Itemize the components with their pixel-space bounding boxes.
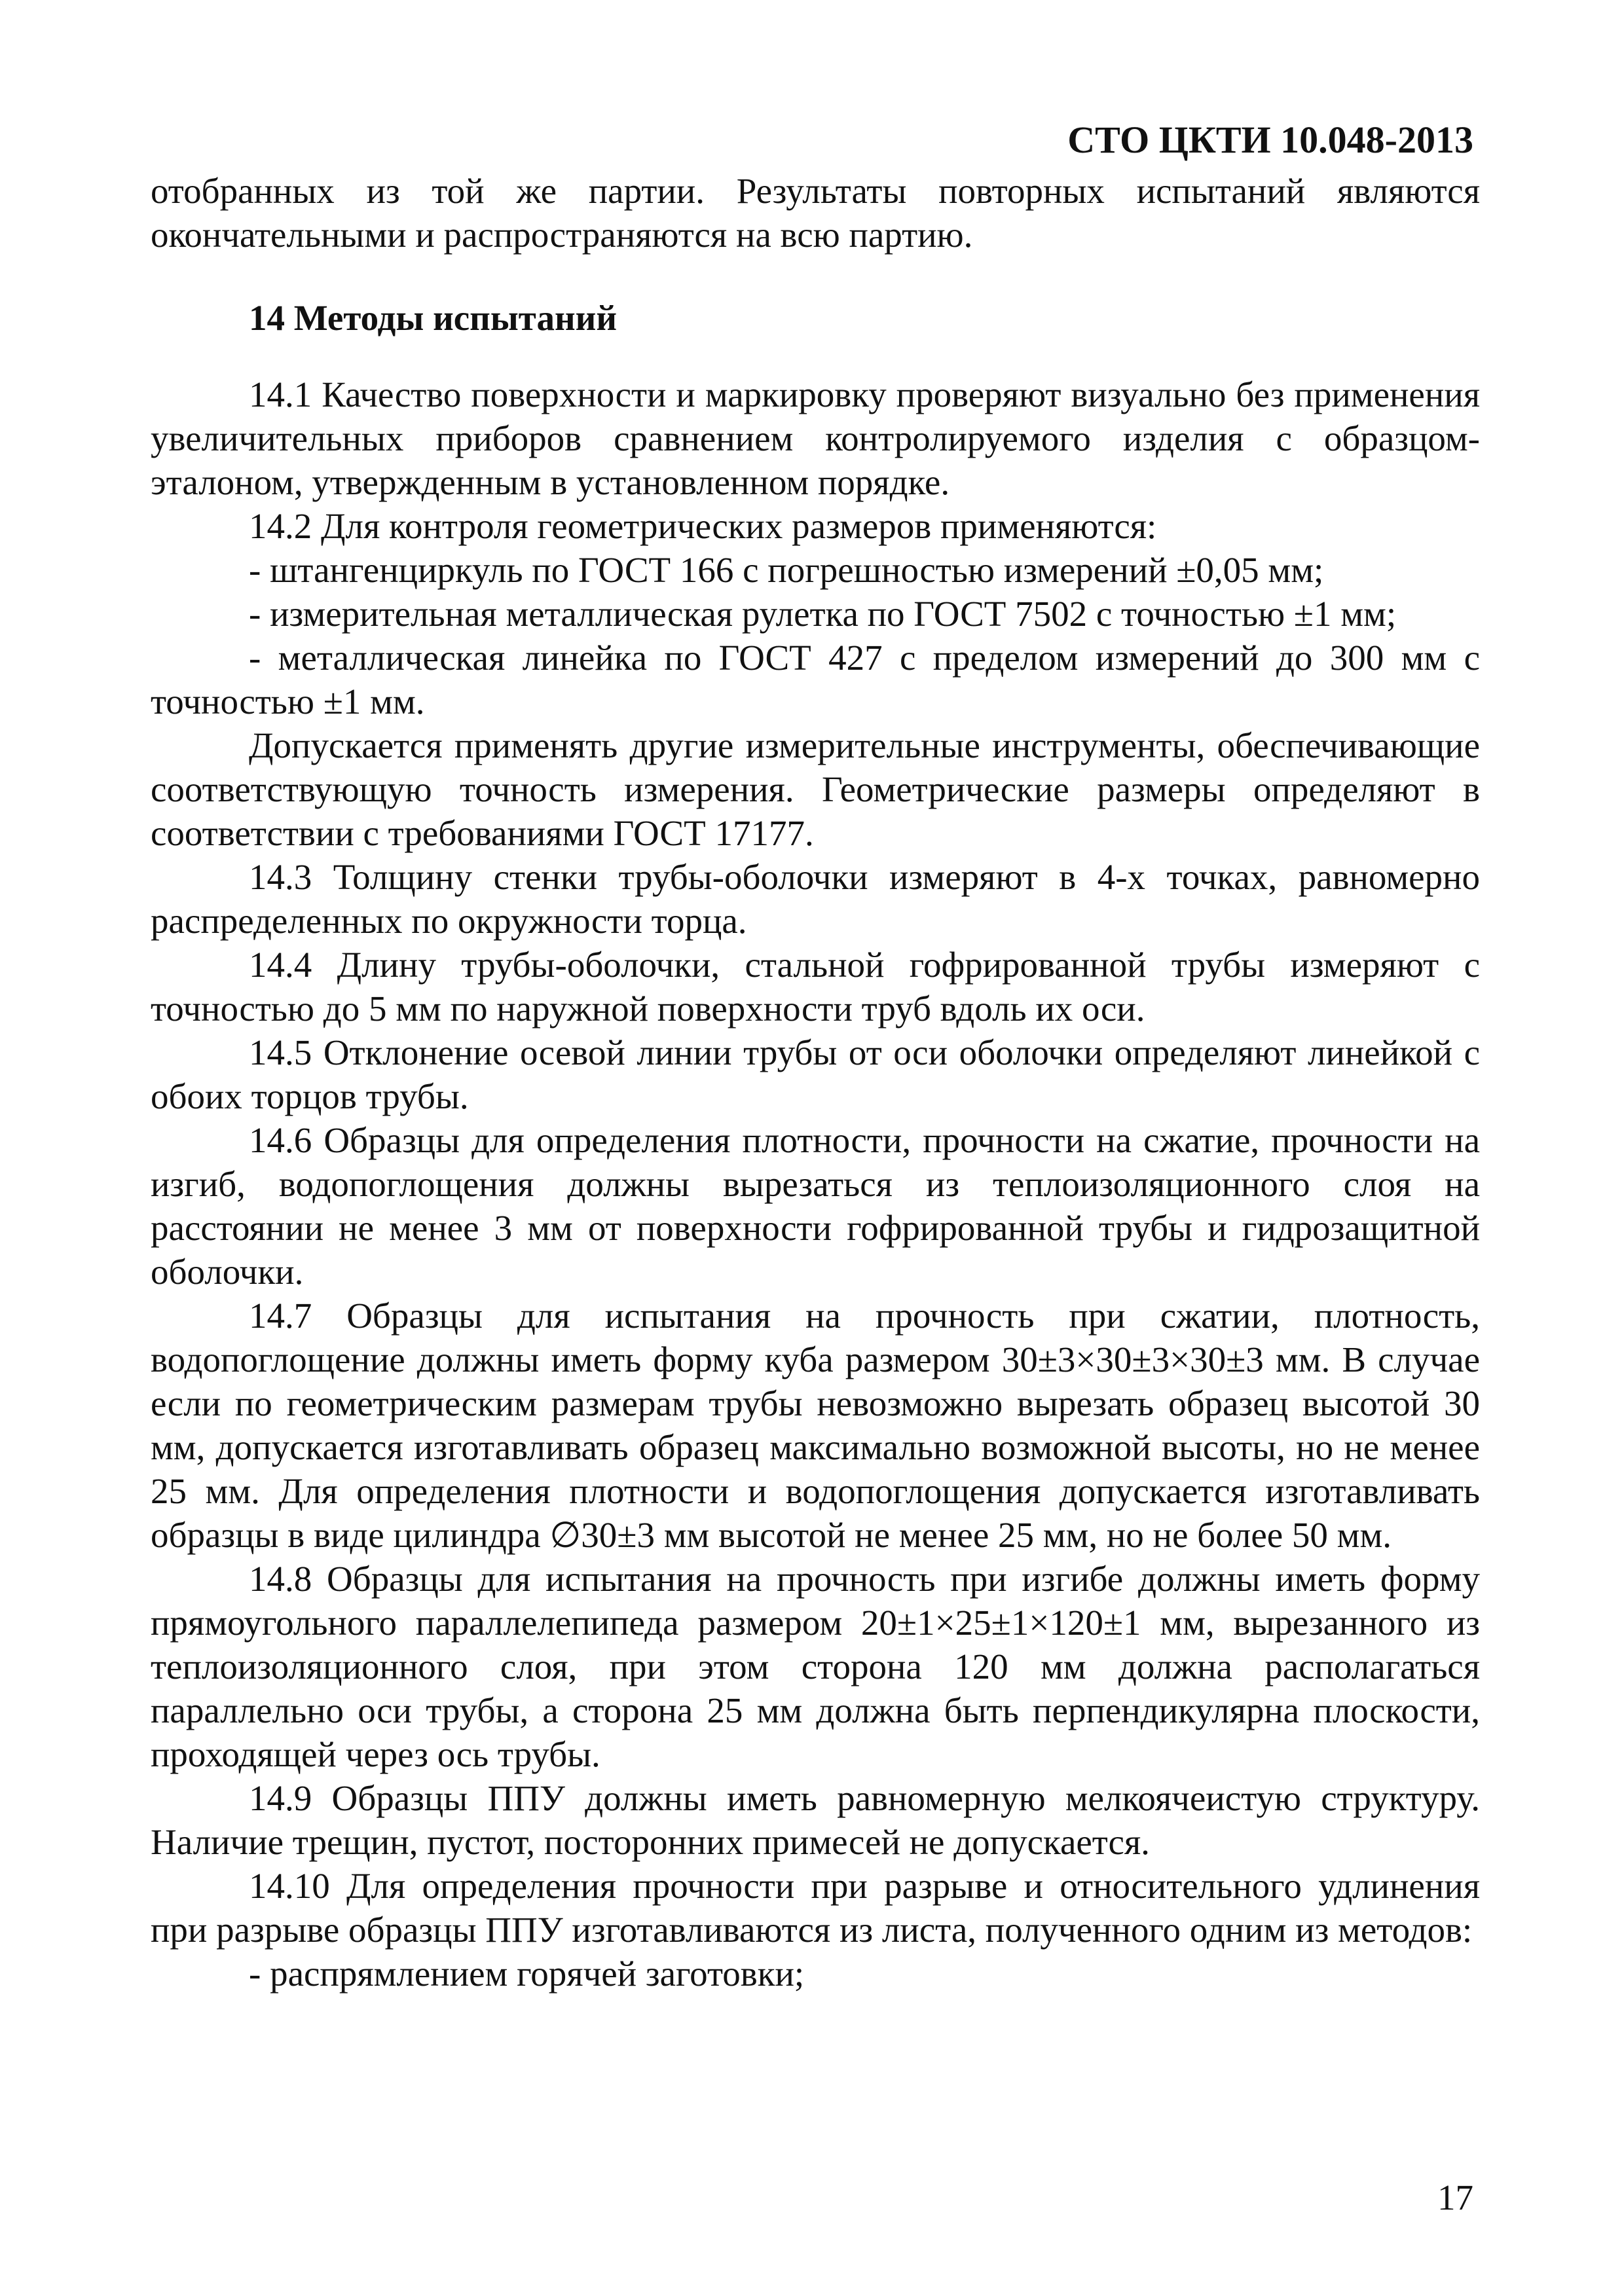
section-heading: 14 Методы испытаний [249, 298, 618, 338]
paragraph-14-1: 14.1 Качество поверхности и маркировку проверяют визуально без применения увеличительных приборов сравнением контролируемого изделия с образцом-эталоном, утвержденным в установленном порядке. [151, 374, 1480, 502]
list-item-tape-measure: - измерительная металлическая рулетка по ГОСТ 7502 с точностью ±1 мм; [249, 594, 1397, 634]
paragraph-14-4: 14.4 Длину трубы-оболочки, стальной гофрированной трубы измеряют с точностью до 5 мм по наружной поверхности труб вдоль их оси. [151, 945, 1480, 1029]
document-body [151, 169, 1480, 1995]
page-number: 17 [1437, 2178, 1473, 2217]
list-item-hot-straightening: - распрямлением горячей заготовки; [249, 1954, 805, 1994]
paragraph-allowed-tools: Допускается применять другие измерительные инструменты, обеспечивающие соответствующую точность измерения. Геометрические размеры определяют в соответствии с требованиями ГОСТ 17177. [151, 725, 1480, 853]
paragraph-14-8: 14.8 Образцы для испытания на прочность при изгибе должны иметь форму прямоугольного параллелепипеда размером 20±1×25±1×120±1 мм, вырезанного из теплоизоляционного слоя, при этом сторона 120 мм должна располагаться параллельно оси трубы, а сторона 25 мм должна быть перпендикулярна плоскости, проходящей через ось трубы. [151, 1559, 1480, 1774]
document-code-header: СТО ЦКТИ 10.048-2013 [1067, 118, 1473, 161]
paragraph-14-7: 14.7 Образцы для испытания на прочность при сжатии, плотность, водопоглощение должны иметь форму куба размером 30±3×30±3×30±3 мм. В случае если по геометрическим размерам трубы невозможно вырезать образец высотой 30 мм, допускается изготавливать образец максимально возможной высоты, но не менее 25 мм. Для определения плотности и водопоглощения допускается изготавливать образцы в виде цилиндра ∅30±3 мм высотой не менее 25 мм, но не более 50 мм. [151, 1296, 1480, 1555]
paragraph-14-10: 14.10 Для определения прочности при разрыве и относительного удлинения при разрыве образцы ППУ изготавливаются из листа, полученного одним из методов: [151, 1866, 1480, 1950]
paragraph-14-9: 14.9 Образцы ППУ должны иметь равномерную мелкоячеистую структуру. Наличие трещин, пустот, посторонних примесей не допускается. [151, 1778, 1480, 1862]
list-item-caliper: - штангенциркуль по ГОСТ 166 с погрешностью измерений ±0,05 мм; [249, 550, 1324, 590]
paragraph-continuation: отобранных из той же партии. Результаты повторных испытаний являются окончательными и распространяются на всю партию. [151, 171, 1480, 255]
list-item-ruler: - металлическая линейка по ГОСТ 427 с пределом измерений до 300 мм с точностью ±1 мм. [151, 638, 1480, 721]
paragraph-14-6: 14.6 Образцы для определения плотности, прочности на сжатие, прочности на изгиб, водопоглощения должны вырезаться из теплоизоляционного слоя на расстоянии не менее 3 мм от поверхности гофрированной трубы и гидрозащитной оболочки. [151, 1120, 1480, 1292]
paragraph-14-2: 14.2 Для контроля геометрических размеров применяются: [249, 506, 1157, 546]
paragraph-14-5: 14.5 Отклонение осевой линии трубы от оси оболочки определяют линейкой с обоих торцов трубы. [151, 1032, 1480, 1116]
paragraph-14-3: 14.3 Толщину стенки трубы-оболочки измеряют в 4-х точках, равномерно распределенных по окружности торца. [151, 857, 1480, 941]
